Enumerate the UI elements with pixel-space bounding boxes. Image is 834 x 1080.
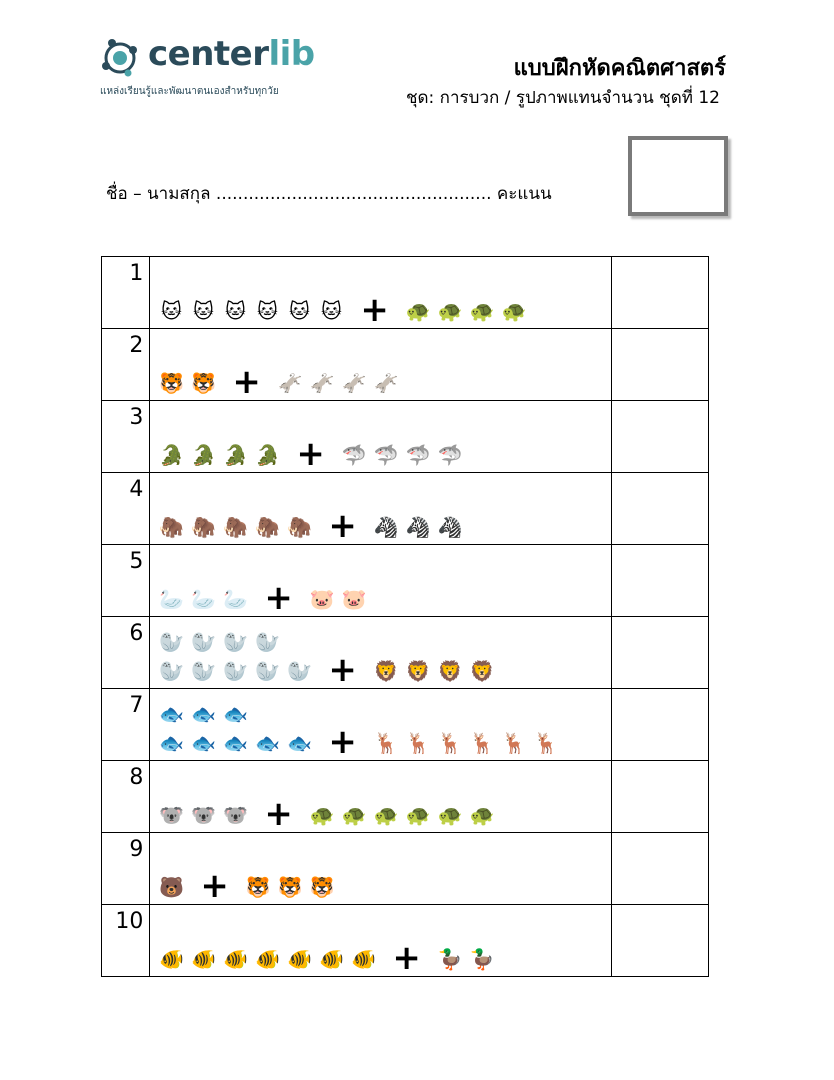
animal-picture-icon: 🐠 (158, 947, 184, 971)
animal-picture-icon: 🐢 (341, 803, 367, 827)
animal-picture-icon: 🐠 (286, 947, 312, 971)
animal-picture-icon: 🦭 (158, 630, 184, 654)
animal-picture-icon: 🐟 (222, 731, 248, 755)
animal-picture-icon: 🦈 (405, 443, 431, 467)
animal-picture-icon: 🐷 (309, 587, 335, 611)
problem-number: 9 (102, 833, 150, 905)
problem-pictures (150, 761, 612, 833)
animal-picture-icon: 🦌 (373, 731, 399, 755)
logo-wordmark: centerlib (148, 34, 315, 74)
answer-box[interactable] (612, 545, 709, 617)
animal-picture-icon: 🐟 (158, 731, 184, 755)
animal-picture-icon: 🐱 (288, 299, 310, 323)
animal-picture-icon: 🐯 (277, 875, 303, 899)
plus-sign: + (392, 938, 421, 978)
picture-line-top (158, 410, 611, 439)
animal-picture-icon: 🦌 (437, 731, 463, 755)
animal-picture-icon: 🫏 (373, 371, 399, 395)
animal-picture-icon: 🐯 (245, 875, 271, 899)
plus-sign: + (296, 434, 325, 474)
animal-picture-icon: 🫏 (277, 371, 303, 395)
animal-picture-icon: 🐟 (190, 731, 216, 755)
animal-picture-icon: 🦭 (222, 630, 248, 654)
answer-box[interactable] (612, 617, 709, 689)
animal-picture-icon: 🦌 (533, 731, 559, 755)
answer-box[interactable] (612, 905, 709, 977)
animal-picture-icon: 🦈 (373, 443, 399, 467)
animal-picture-icon: 🦣 (254, 515, 280, 539)
animal-picture-icon: 🐢 (373, 803, 399, 827)
plus-sign: + (232, 362, 261, 402)
animal-picture-icon: 🦢 (190, 587, 216, 611)
animal-picture-icon: 🐊 (254, 443, 280, 467)
plus-sign: + (328, 650, 357, 690)
animal-picture-icon: 🐟 (190, 702, 216, 726)
animal-picture-icon: 🐱 (192, 299, 214, 323)
animal-picture-icon: 🐟 (222, 702, 248, 726)
animal-picture-icon: 🐢 (437, 803, 463, 827)
animal-picture-icon: 🦣 (158, 515, 184, 539)
answer-box[interactable] (612, 833, 709, 905)
logo-tagline: แหล่งเรียนรู้และพัฒนาตนเองสำหรับทุกวัย (100, 86, 279, 97)
animal-picture-icon: 🦭 (254, 659, 280, 683)
animal-picture-icon: 🦌 (469, 731, 495, 755)
plus-sign: + (264, 578, 293, 618)
animal-picture-icon: 🫏 (341, 371, 367, 395)
animal-picture-icon: 🦁 (373, 659, 399, 683)
problem-row (102, 257, 709, 329)
problem-number: 10 (102, 905, 150, 977)
animal-picture-icon: 🦁 (437, 659, 463, 683)
plus-sign: + (264, 794, 293, 834)
problem-pictures (150, 689, 612, 761)
animal-picture-icon: 🦓 (405, 515, 431, 539)
answer-box[interactable] (612, 257, 709, 329)
problem-number: 7 (102, 689, 150, 761)
problem-row (102, 833, 709, 905)
picture-line-bottom (158, 794, 611, 834)
plus-sign: + (328, 722, 357, 762)
picture-line-top (158, 698, 611, 727)
animal-picture-icon: 🐯 (158, 371, 184, 395)
animal-picture-icon: 🐟 (286, 731, 312, 755)
problem-number: 8 (102, 761, 150, 833)
animal-picture-icon: 🐢 (405, 299, 431, 323)
animal-picture-icon: 🦁 (469, 659, 495, 683)
picture-line-top (158, 482, 611, 511)
worksheet-subtitle: ชุด: การบวก / รูปภาพแทนจำนวน ชุดที่ 12 (405, 88, 720, 108)
picture-line-bottom (158, 506, 611, 546)
animal-picture-icon: 🐻 (158, 875, 184, 899)
picture-line-top (158, 338, 611, 367)
animal-picture-icon: 🐷 (341, 587, 367, 611)
animal-picture-icon: 🐠 (318, 947, 344, 971)
animal-picture-icon: 🦆 (469, 947, 495, 971)
problem-number: 5 (102, 545, 150, 617)
picture-line-bottom (158, 650, 611, 690)
problem-row (102, 401, 709, 473)
animal-picture-icon: 🦣 (222, 515, 248, 539)
worksheet-title: แบบฝึกหัดคณิตศาสตร์ (513, 56, 726, 81)
animal-picture-icon: 🐊 (190, 443, 216, 467)
problem-number: 6 (102, 617, 150, 689)
animal-picture-icon: 🦣 (190, 515, 216, 539)
problem-row (102, 905, 709, 977)
animal-picture-icon: 🐠 (190, 947, 216, 971)
name-score-line: ชื่อ – นามสกุล ................................................... คะแนน (106, 184, 552, 204)
problem-number: 4 (102, 473, 150, 545)
answer-box[interactable] (612, 473, 709, 545)
animal-picture-icon: 🐢 (501, 299, 527, 323)
animal-picture-icon: 🦭 (190, 659, 216, 683)
animal-picture-icon: 🦭 (158, 659, 184, 683)
animal-picture-icon: 🦭 (190, 630, 216, 654)
animal-picture-icon: 🐯 (309, 875, 335, 899)
animal-picture-icon: 🐊 (158, 443, 184, 467)
problem-row (102, 473, 709, 545)
animal-picture-icon: 🐊 (222, 443, 248, 467)
animal-picture-icon: 🦈 (341, 443, 367, 467)
animal-picture-icon: 🐟 (158, 702, 184, 726)
plus-sign: + (200, 866, 229, 906)
problem-row (102, 545, 709, 617)
problem-pictures (150, 257, 612, 329)
centerlib-logo (98, 36, 338, 100)
problem-pictures (150, 833, 612, 905)
animal-picture-icon: 🐨 (158, 803, 184, 827)
picture-line-top (158, 770, 611, 799)
animal-picture-icon: 🦭 (254, 630, 280, 654)
picture-line-bottom (158, 866, 611, 906)
animal-picture-icon: 🐱 (224, 299, 246, 323)
picture-line-bottom (158, 290, 611, 330)
picture-line-top (158, 554, 611, 583)
score-box[interactable] (628, 136, 728, 216)
animal-picture-icon: 🐠 (350, 947, 376, 971)
animal-picture-icon: 🦢 (222, 587, 248, 611)
animal-picture-icon: 🦌 (501, 731, 527, 755)
answer-box[interactable] (612, 329, 709, 401)
picture-line-bottom (158, 722, 611, 762)
animal-picture-icon: 🦈 (437, 443, 463, 467)
problem-number: 3 (102, 401, 150, 473)
picture-line-bottom (158, 434, 611, 474)
answer-box[interactable] (612, 761, 709, 833)
animal-picture-icon: 🦁 (405, 659, 431, 683)
animal-picture-icon: 🐱 (320, 299, 342, 323)
animal-picture-icon: 🐠 (254, 947, 280, 971)
animal-picture-icon: 🐠 (222, 947, 248, 971)
picture-line-bottom (158, 578, 611, 618)
animal-picture-icon: 🐢 (437, 299, 463, 323)
answer-box[interactable] (612, 689, 709, 761)
picture-line-top (158, 914, 611, 943)
animal-picture-icon: 🐨 (222, 803, 248, 827)
animal-picture-icon: 🦓 (373, 515, 399, 539)
animal-picture-icon: 🐢 (309, 803, 335, 827)
picture-line-top (158, 626, 611, 655)
problem-pictures (150, 473, 612, 545)
animal-picture-icon: 🦣 (286, 515, 312, 539)
animal-picture-icon: 🐟 (254, 731, 280, 755)
animal-picture-icon: 🦌 (405, 731, 431, 755)
animal-picture-icon: 🐨 (190, 803, 216, 827)
plus-sign: + (328, 506, 357, 546)
answer-box[interactable] (612, 401, 709, 473)
logo-molecule-icon (98, 36, 142, 80)
problem-row (102, 761, 709, 833)
problem-row (102, 689, 709, 761)
problem-pictures (150, 329, 612, 401)
animal-picture-icon: 🐢 (469, 299, 495, 323)
problem-pictures (150, 401, 612, 473)
problem-row (102, 617, 709, 689)
animal-picture-icon: 🐢 (405, 803, 431, 827)
animal-picture-icon: 🐱 (160, 299, 182, 323)
problem-number: 2 (102, 329, 150, 401)
animal-picture-icon: 🐯 (190, 371, 216, 395)
picture-line-bottom (158, 362, 611, 402)
animal-picture-icon: 🦆 (437, 947, 463, 971)
animal-picture-icon: 🦓 (437, 515, 463, 539)
problem-row (102, 329, 709, 401)
animal-picture-icon: 🦭 (286, 659, 312, 683)
problem-number: 1 (102, 257, 150, 329)
animal-picture-icon: 🫏 (309, 371, 335, 395)
picture-line-bottom (158, 938, 611, 978)
animal-picture-icon: 🦢 (158, 587, 184, 611)
problem-pictures (150, 545, 612, 617)
plus-sign: + (360, 290, 389, 330)
animal-picture-icon: 🐱 (256, 299, 278, 323)
problems-table (101, 256, 709, 977)
problem-pictures (150, 617, 612, 689)
animal-picture-icon: 🐢 (469, 803, 495, 827)
animal-picture-icon: 🦭 (222, 659, 248, 683)
problem-pictures (150, 905, 612, 977)
